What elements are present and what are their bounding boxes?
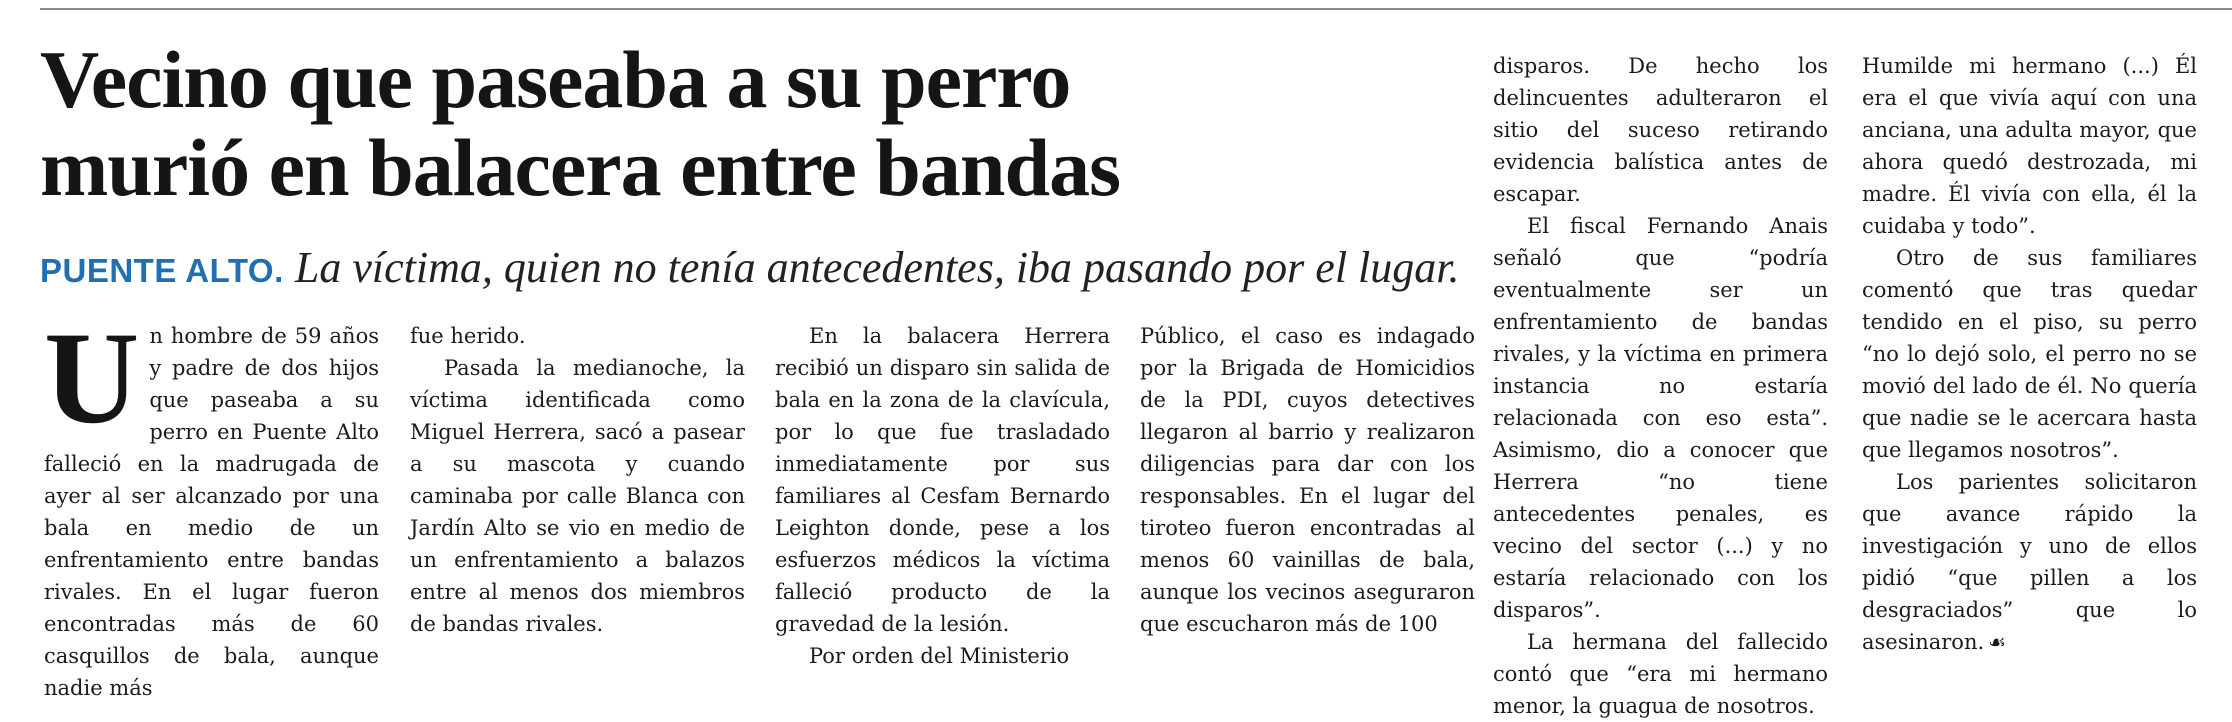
headline-line-1: Vecino que paseaba a su perro — [40, 34, 1071, 125]
paragraph-text: Los parientes solicitaron que avance rápido la investigación y uno de ellos pidió “que pillen a los desgraciados” que lo asesinaron. — [1862, 470, 2197, 654]
paragraph: Por orden del Ministerio — [809, 644, 1070, 668]
body-column-1 — [44, 304, 379, 704]
body-column-5 — [1493, 50, 1828, 722]
paragraph: fue herido. — [410, 324, 526, 348]
paragraph: El fiscal Fernando Anais señaló que “podría eventualmente ser un enfrentamiento de bandas rivales, y la víctima en primera instancia no estaría relacionada con eso esta”. Asimismo, dio a conocer que Herrera “no tiene antecedentes penales, es vecino del sector (...) y no estaría relacionado con los disparos”. — [1493, 214, 1828, 622]
end-mark-icon: ☙ — [1988, 630, 2007, 654]
deck-text: La víctima, quien no tenía antecedentes, iba pasando por el lugar. — [294, 243, 1460, 292]
paragraph: Otro de sus familiares comentó que tras quedar tendido en el piso, su perro “no lo dejó solo, el perro no se movió del lado de él. No quería que nadie se le acercara hasta que llegamos nosotros”. — [1862, 246, 2197, 462]
top-rule — [40, 8, 2232, 10]
paragraph: Humilde mi hermano (...) Él era el que vivía aquí con una anciana, una adulta mayor, que ahora quedó destrozada, mi madre. Él vivía con ella, él la cuidaba y todo”. — [1862, 54, 2197, 238]
paragraph: En la balacera Herrera recibió un disparo sin salida de bala en la zona de la clavícula, por lo que fue trasladado inmediatamente por sus familiares al Cesfam Bernardo Leighton donde, pese a los esfuerzos médicos la víctima falleció producto de la gravedad de la lesión. — [775, 324, 1110, 636]
drop-cap: U — [44, 304, 140, 451]
headline — [40, 36, 1450, 212]
deck — [40, 243, 1460, 293]
body-column-2 — [410, 320, 745, 640]
paragraph — [1862, 466, 2197, 658]
paragraph: Público, el caso es indagado por la Brigada de Homicidios de la PDI, cuyos detectives llegaron al barrio y realizaron diligencias para dar con los responsables. En el lugar del tiroteo fueron encontradas al menos 60 vainillas de bala, aunque los vecinos aseguraron que escucharon más de 100 — [1140, 324, 1475, 636]
paragraph: n hombre de 59 años y padre de dos hijos que paseaba a su perro en Puente Alto falleció en la madrugada de ayer al ser alcanzado por una bala en medio de un enfrentamiento entre bandas rivales. En el lugar fueron encontradas más de 60 casquillos de bala, aunque nadie más — [44, 324, 379, 700]
deck-kicker: PUENTE ALTO. — [40, 252, 284, 289]
paragraph: La hermana del fallecido contó que “era mi hermano menor, la guagua de nosotros. — [1493, 630, 1828, 718]
body-column-4 — [1140, 320, 1475, 640]
body-column-3 — [775, 320, 1110, 672]
body-column-6 — [1862, 50, 2197, 658]
paragraph: Pasada la medianoche, la víctima identificada como Miguel Herrera, sacó a pasear a su mascota y cuando caminaba por calle Blanca con Jardín Alto se vio en medio de un enfrentamiento a balazos entre al menos dos miembros de bandas rivales. — [410, 356, 745, 636]
headline-line-2: murió en balacera entre bandas — [40, 122, 1121, 213]
paragraph: disparos. De hecho los delincuentes adulteraron el sitio del suceso retirando evidencia balística antes de escapar. — [1493, 54, 1828, 206]
